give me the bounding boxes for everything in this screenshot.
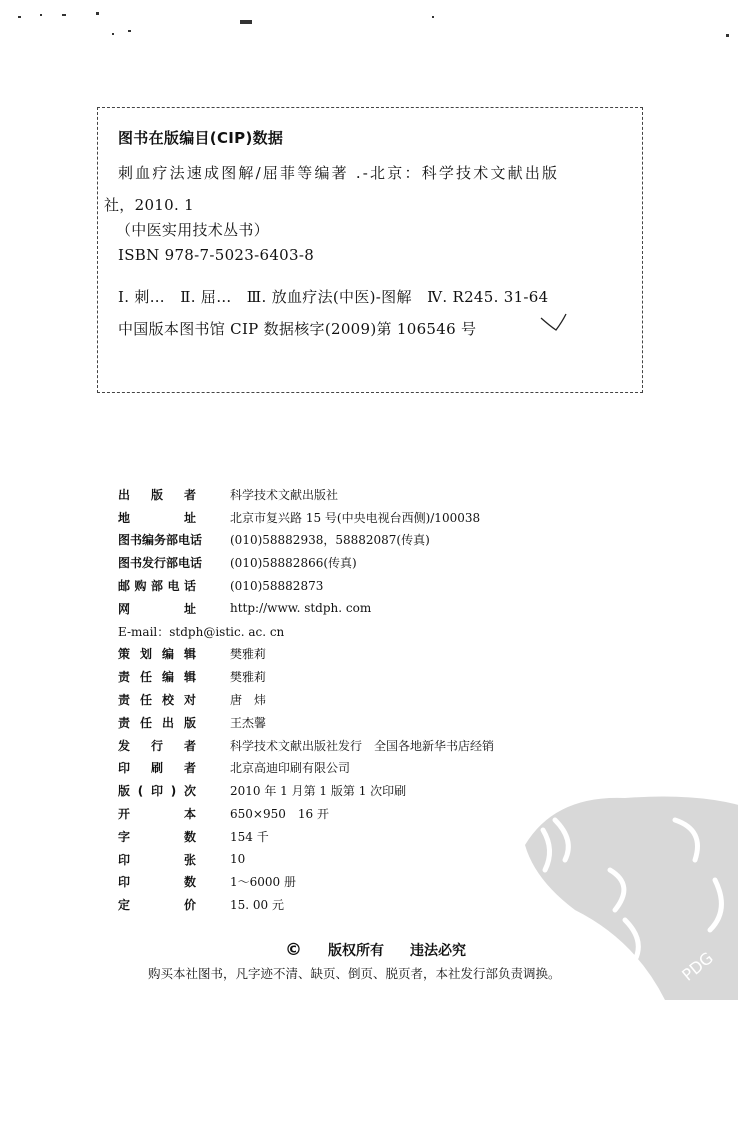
detail-email: E-mail：stdph@istic. ac. cn: [118, 624, 285, 639]
detail-label: 策划编辑: [118, 647, 196, 662]
detail-row-proofreader: [118, 688, 494, 711]
detail-label: 网址: [118, 601, 196, 616]
detail-value: 10: [230, 852, 246, 867]
detail-label: 定价: [118, 898, 196, 913]
detail-row-website: [118, 597, 494, 620]
detail-value: 樊雅莉: [230, 647, 267, 662]
detail-label: 开本: [118, 807, 196, 822]
detail-row-publisher: [118, 483, 494, 506]
detail-row-planning-editor: [118, 643, 494, 666]
cip-series: （中医实用技术丛书）: [116, 221, 270, 239]
detail-row-sheets: [118, 848, 494, 871]
cip-title-line: 刺血疗法速成图解/屈菲等编著 .-北京：科学技术文献出版: [118, 164, 560, 182]
detail-value: (010)58882866(传真): [230, 556, 357, 571]
detail-value: 北京高迪印刷有限公司: [230, 761, 351, 776]
detail-value: 2010 年 1 月第 1 版第 1 次印刷: [230, 784, 407, 799]
detail-value: 1～6000 册: [230, 875, 296, 890]
detail-value: 15. 00 元: [230, 898, 284, 913]
copyright-icon: ©: [285, 940, 302, 960]
detail-value: (010)58882938，58882087(传真): [230, 533, 430, 548]
detail-row-editorial-phone: [118, 529, 494, 552]
detail-label: 出版者: [118, 487, 196, 502]
detail-label: 印刷者: [118, 761, 196, 776]
detail-value: 650×950 16 开: [230, 807, 329, 822]
detail-label: 邮购部电话: [118, 579, 196, 594]
detail-label: 版(印)次: [118, 784, 196, 799]
detail-label: 地址: [118, 510, 196, 525]
detail-row-word-count: [118, 825, 494, 848]
detail-label: 图书编务部电话: [118, 533, 203, 548]
cip-isbn: ISBN 978-7-5023-6403-8: [118, 246, 315, 264]
check-mark-icon: [540, 312, 570, 336]
copyright-rights: 版权所有: [328, 943, 384, 959]
detail-row-email: [118, 620, 494, 643]
detail-row-printer: [118, 757, 494, 780]
detail-value: 唐 炜: [230, 693, 267, 708]
return-policy-notice: 购买本社图书，凡字迹不清、缺页、倒页、脱页者，本社发行部负责调换。: [148, 966, 561, 981]
detail-row-responsible-editor: [118, 665, 494, 688]
detail-value: 北京市复兴路 15 号(中央电视台西侧)/100038: [230, 510, 481, 525]
detail-value: 科学技术文献出版社发行 全国各地新华书店经销: [230, 738, 495, 753]
cip-title-line-cont: 社，2010. 1: [104, 196, 194, 214]
detail-value: 154 千: [230, 829, 269, 844]
detail-label: 责任编辑: [118, 670, 196, 685]
detail-row-address: [118, 506, 494, 529]
detail-label: 图书发行部电话: [118, 556, 203, 571]
detail-label: 责任出版: [118, 715, 196, 730]
detail-row-distribution-phone: [118, 551, 494, 574]
detail-label: 印张: [118, 852, 196, 867]
copyright-line: [285, 940, 492, 960]
cip-classification: Ⅰ. 刺… Ⅱ. 屈… Ⅲ. 放血疗法(中医)-图解 Ⅳ. R245. 31-64: [118, 288, 549, 306]
detail-value: 王杰馨: [230, 715, 267, 730]
detail-row-production: [118, 711, 494, 734]
detail-row-price: [118, 893, 494, 916]
detail-value: http://www. stdph. com: [230, 601, 372, 616]
cip-heading: 图书在版编目(CIP)数据: [118, 129, 284, 147]
detail-row-print-run: [118, 871, 494, 894]
detail-row-format: [118, 802, 494, 825]
detail-value: (010)58882873: [230, 578, 324, 593]
detail-label: 印数: [118, 875, 196, 890]
svg-text:PDG: PDG: [678, 948, 717, 985]
detail-label: 责任校对: [118, 693, 196, 708]
detail-row-edition: [118, 779, 494, 802]
detail-label: 字数: [118, 829, 196, 844]
detail-label: 发行者: [118, 738, 196, 753]
publication-details: [118, 483, 494, 916]
detail-value: 樊雅莉: [230, 670, 267, 685]
cip-record-number: 中国版本图书馆 CIP 数据核字(2009)第 106546 号: [118, 320, 477, 338]
detail-value: 科学技术文献出版社: [230, 487, 339, 502]
detail-row-mail-order-phone: [118, 574, 494, 597]
detail-row-distributor: [118, 734, 494, 757]
copyright-warning: 违法必究: [410, 943, 466, 959]
scan-specks: [0, 0, 738, 60]
